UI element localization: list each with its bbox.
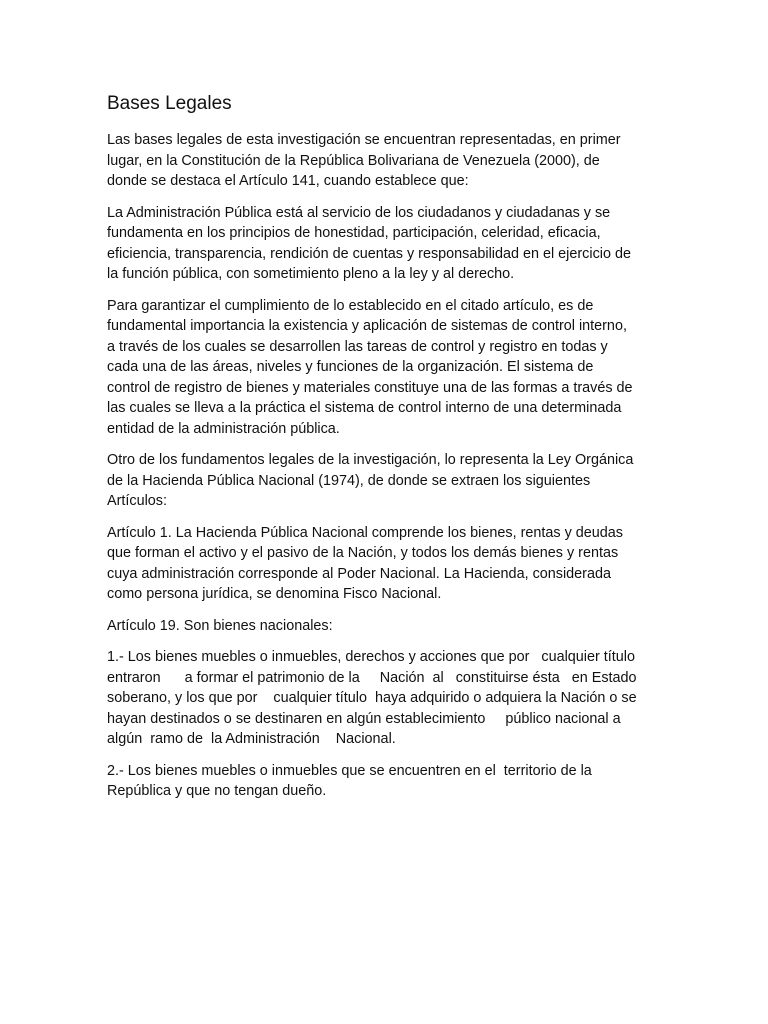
text-line: hayan destinados o se destinaren en algún establecimiento público nacional a (107, 710, 621, 727)
text-line: Artículos: (107, 493, 167, 509)
paragraph-articulo-19 (107, 616, 663, 637)
text-line: la función pública, con sometimiento pleno a la ley y al derecho. (107, 266, 515, 282)
document-body (107, 92, 663, 813)
text-line: Artículo 1. La Hacienda Pública Nacional comprende los bienes, rentas y deudas (107, 524, 623, 541)
paragraph-control-interno (107, 296, 663, 440)
paragraph-item-2 (107, 761, 663, 802)
paragraph-article-141-quote (107, 203, 663, 285)
paragraph-item-1 (107, 647, 663, 750)
text-line: República y que no tengan dueño. (107, 783, 327, 799)
text-line: fundamental importancia la existencia y aplicación de sistemas de control interno, (107, 318, 627, 334)
text-line: como persona jurídica, se denomina Fisco Nacional. (107, 586, 442, 602)
text-line: de la Hacienda Pública Nacional (1974), de donde se extraen los siguientes (107, 472, 591, 489)
text-line: eficiencia, transparencia, rendición de cuentas y responsabilidad en el ejercicio de (107, 245, 631, 262)
paragraph-articulo-1 (107, 523, 663, 605)
text-line: algún ramo de la Administración Nacional. (107, 731, 396, 747)
text-line: entraron a formar el patrimonio de la Nación al constituirse ésta en Estado (107, 669, 637, 686)
text-line: lugar, en la Constitución de la República Bolivariana de Venezuela (2000), de (107, 152, 600, 169)
text-line: Para garantizar el cumplimiento de lo establecido en el citado artículo, es de (107, 297, 594, 314)
paragraph-intro (107, 130, 663, 192)
text-line: cada una de las áreas, niveles y funciones de la organización. El sistema de (107, 359, 594, 375)
text-line: control de registro de bienes y materiales constituye una de las formas a través de (107, 379, 633, 396)
text-line: fundamenta en los principios de honestidad, participación, celeridad, eficacia, (107, 225, 601, 241)
text-line: La Administración Pública está al servicio de los ciudadanos y ciudadanas y se (107, 204, 611, 221)
text-line: cuya administración corresponde al Poder Nacional. La Hacienda, considerada (107, 565, 611, 582)
text-line: 2.- Los bienes muebles o inmuebles que se encuentren en el territorio de la (107, 762, 592, 779)
paragraph-ley-organica (107, 450, 663, 512)
text-line: donde se destaca el Artículo 141, cuando establece que: (107, 173, 469, 189)
document-title: Bases Legales (107, 93, 232, 114)
text-line: entidad de la administración pública. (107, 420, 340, 437)
text-line: Las bases legales de esta investigación se encuentran representadas, en primer (107, 132, 621, 148)
text-line: que forman el activo y el pasivo de la Nación, y todos los demás bienes y rentas (107, 545, 619, 561)
text-line: las cuales se lleva a la práctica el sistema de control interno de una determinada (107, 400, 622, 416)
text-line: a través de los cuales se desarrollen las tareas de control y registro en todas y (107, 338, 608, 355)
text-line: soberano, y los que por cualquier título haya adquirido o adquiera la Nación o se (107, 690, 637, 706)
text-line: 1.- Los bienes muebles o inmuebles, derechos y acciones que por cualquier título (107, 649, 635, 665)
text-line: Otro de los fundamentos legales de la investigación, lo representa la Ley Orgánica (107, 452, 634, 468)
text-line: Artículo 19. Son bienes nacionales: (107, 617, 333, 634)
